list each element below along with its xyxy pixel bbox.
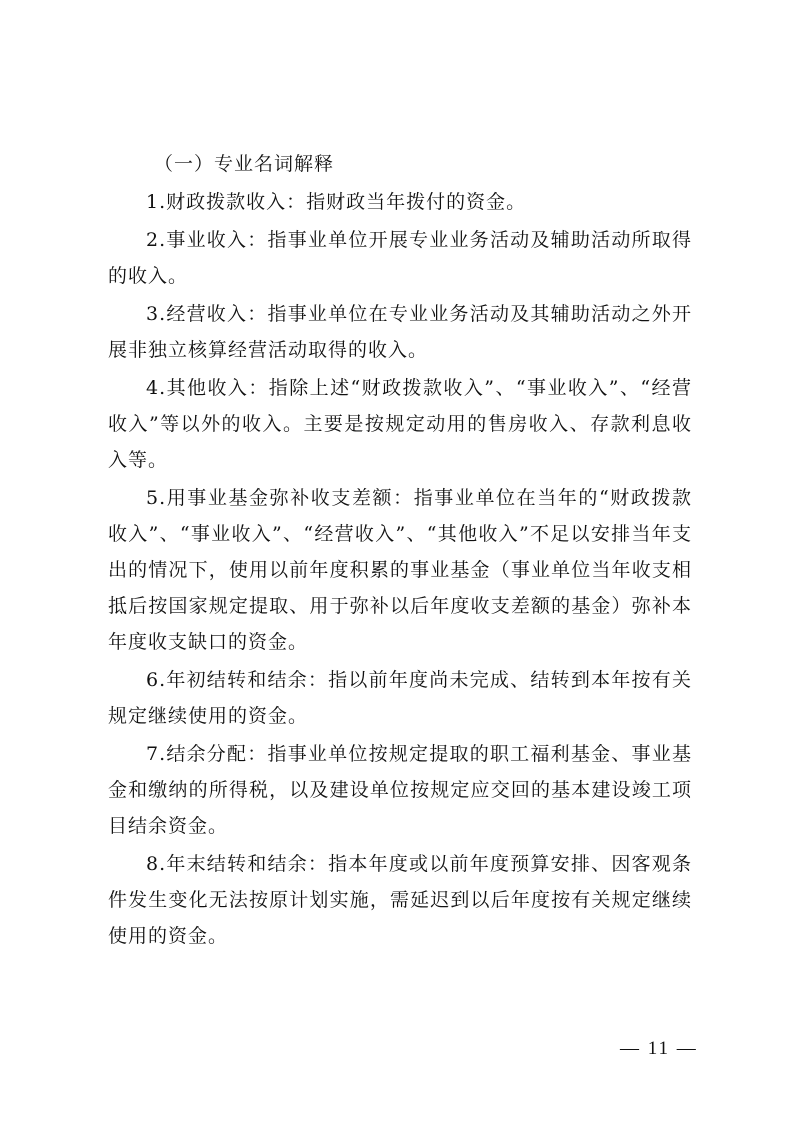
section-title: （一）专业名词解释 — [154, 153, 335, 175]
definition-1: 1.财政拨款收入：指财政当年拨付的资金。 — [146, 191, 527, 213]
definition-4: 4.其他收入：指除上述“财政拨款收入”、“事业收入”、“经营收入”等以外的收入。主要是按规定动用的售房收入、存款利息收入等。 — [108, 377, 692, 471]
document-body — [108, 146, 692, 956]
definition-8: 8.年末结转和结余：指本年度或以前年度预算安排、因客观条件发生变化无法按原计划实施，需延迟到以后年度按有关规定继续使用的资金。 — [108, 853, 692, 947]
definition-6: 6.年初结转和结余：指以前年度尚未完成、结转到本年按有关规定继续使用的资金。 — [108, 669, 692, 727]
definition-3: 3.经营收入：指事业单位在专业业务活动及其辅助活动之外开展非独立核算经营活动取得的收入。 — [108, 303, 692, 361]
definition-5: 5.用事业基金弥补收支差额：指事业单位在当年的“财政拨款收入”、“事业收入”、“经营收入”、“其他收入”不足以安排当年支出的情况下，使用以前年度积累的事业基金（事业单位当年收支相抵后按国家规定提取、用于弥补以后年度收支差额的基金）弥补本年度收支缺口的资金。 — [108, 487, 692, 653]
definition-7: 7.结余分配：指事业单位按规定提取的职工福利基金、事业基金和缴纳的所得税，以及建设单位按规定应交回的基本建设竣工项目结余资金。 — [108, 743, 692, 837]
definition-2: 2.事业收入：指事业单位开展专业业务活动及辅助活动所取得的收入。 — [108, 229, 692, 287]
page-number: — 11 — — [620, 1038, 698, 1059]
